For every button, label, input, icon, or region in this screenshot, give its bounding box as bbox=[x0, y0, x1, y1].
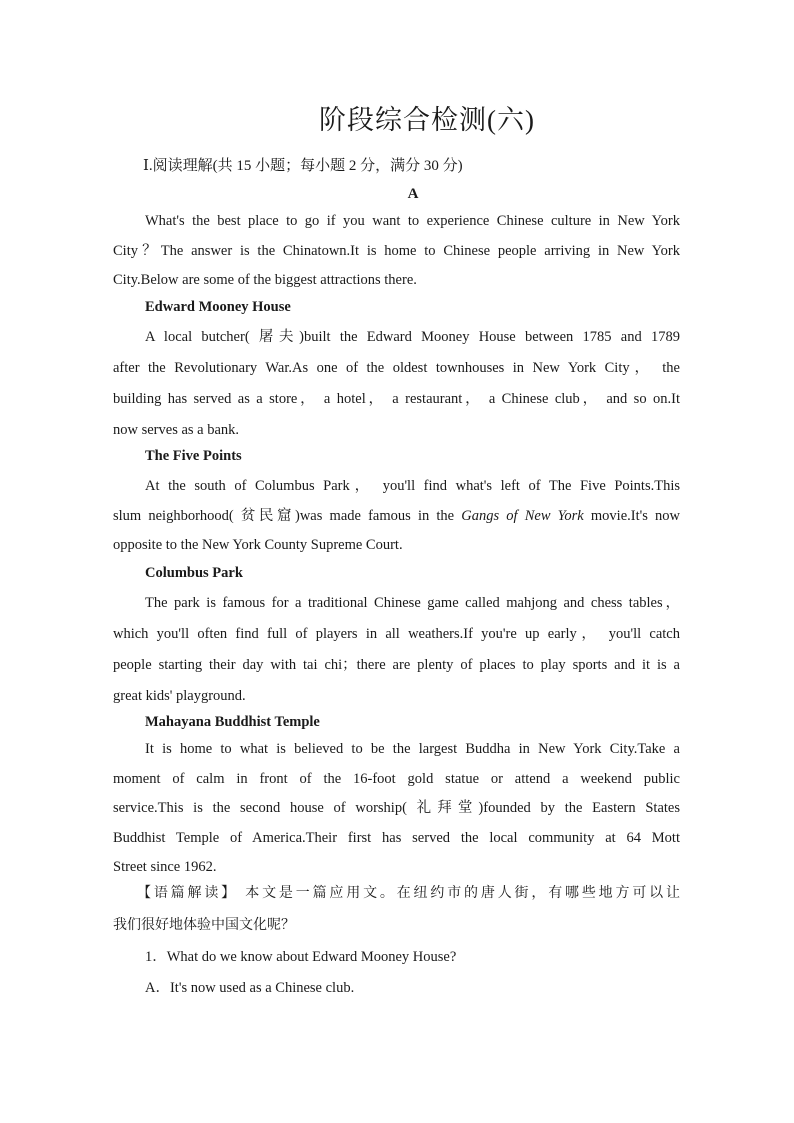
movie-title: Gangs of New York bbox=[461, 508, 584, 524]
paragraph-line: building has served as a store， a hotel， a restaurant， a Chinese club， and so on.It bbox=[113, 391, 680, 407]
paragraph-line: A local butcher( 屠夫)built the Edward Mooney House between 1785 and 1789 bbox=[145, 329, 680, 345]
paragraph-line: opposite to the New York County Supreme Court. bbox=[113, 537, 403, 553]
paragraph-line: moment of calm in front of the 16-foot gold statue or attend a weekend public bbox=[113, 770, 680, 787]
section-heading: Mahayana Buddhist Temple bbox=[145, 714, 320, 730]
section-heading: The Five Points bbox=[145, 448, 242, 464]
paragraph-line: Buddhist Temple of America.Their first has served the local community at 64 Mott bbox=[113, 829, 680, 846]
paragraph-line: people starting their day with tai chi；there are plenty of places to play sports and it is a bbox=[113, 657, 680, 673]
paragraph-line: At the south of Columbus Park， you'll find what's left of The Five Points.This bbox=[145, 478, 680, 494]
intro-line: What's the best place to go if you want to experience Chinese culture in New York bbox=[145, 213, 680, 229]
section-paragraph bbox=[113, 322, 680, 446]
option-a: A．It's now used as a Chinese club. bbox=[145, 980, 355, 996]
paragraph-line: Street since 1962. bbox=[113, 859, 217, 875]
paragraph-line: The park is famous for a traditional Chinese game called mahjong and chess tables， bbox=[145, 595, 680, 611]
section-heading: Columbus Park bbox=[145, 565, 243, 581]
paragraph-line bbox=[113, 502, 680, 531]
paragraph-line: after the Revolutionary War.As one of the oldest townhouses in New York City， the bbox=[113, 360, 680, 376]
paragraph-line: great kids' playground. bbox=[113, 688, 246, 704]
section-paragraph bbox=[113, 735, 680, 883]
page-title: 阶段综合检测(六) bbox=[319, 105, 535, 135]
section-paragraph bbox=[113, 471, 680, 560]
paragraph-line: It is home to what is believed to be the largest Buddha in New York City.Take a bbox=[145, 741, 680, 757]
line-text: movie.It's now bbox=[583, 508, 681, 524]
intro-line: City？The answer is the Chinatown.It is home to Chinese people arriving in New York bbox=[113, 242, 680, 259]
intro-line: City.Below are some of the biggest attractions there. bbox=[113, 272, 417, 288]
section-header: Ⅰ.阅读理解(共 15 小题；每小题 2 分，满分 30 分) bbox=[143, 158, 463, 174]
paragraph-line: service.This is the second house of worship( 礼拜堂)founded by the Eastern States bbox=[113, 800, 680, 816]
section-paragraph bbox=[113, 588, 680, 712]
intro-paragraph bbox=[113, 207, 680, 296]
analysis-line: 【语篇解读】 本文是一篇应用文。在纽约市的唐人街，有哪些地方可以让 bbox=[137, 885, 680, 901]
analysis-paragraph bbox=[113, 877, 680, 941]
section-heading: Edward Mooney House bbox=[145, 299, 291, 315]
line-text: slum neighborhood( 贫民窟)was made famous in the bbox=[113, 508, 462, 524]
analysis-line: 我们很好地体验中国文化呢？ bbox=[113, 917, 295, 933]
question-1: 1．What do we know about Edward Mooney House? bbox=[145, 949, 457, 965]
paragraph-line: which you'll often find full of players in all weathers.If you're up early， you'll catch bbox=[113, 626, 680, 642]
paragraph-line: now serves as a bank. bbox=[113, 422, 240, 438]
part-letter: A bbox=[407, 186, 419, 202]
